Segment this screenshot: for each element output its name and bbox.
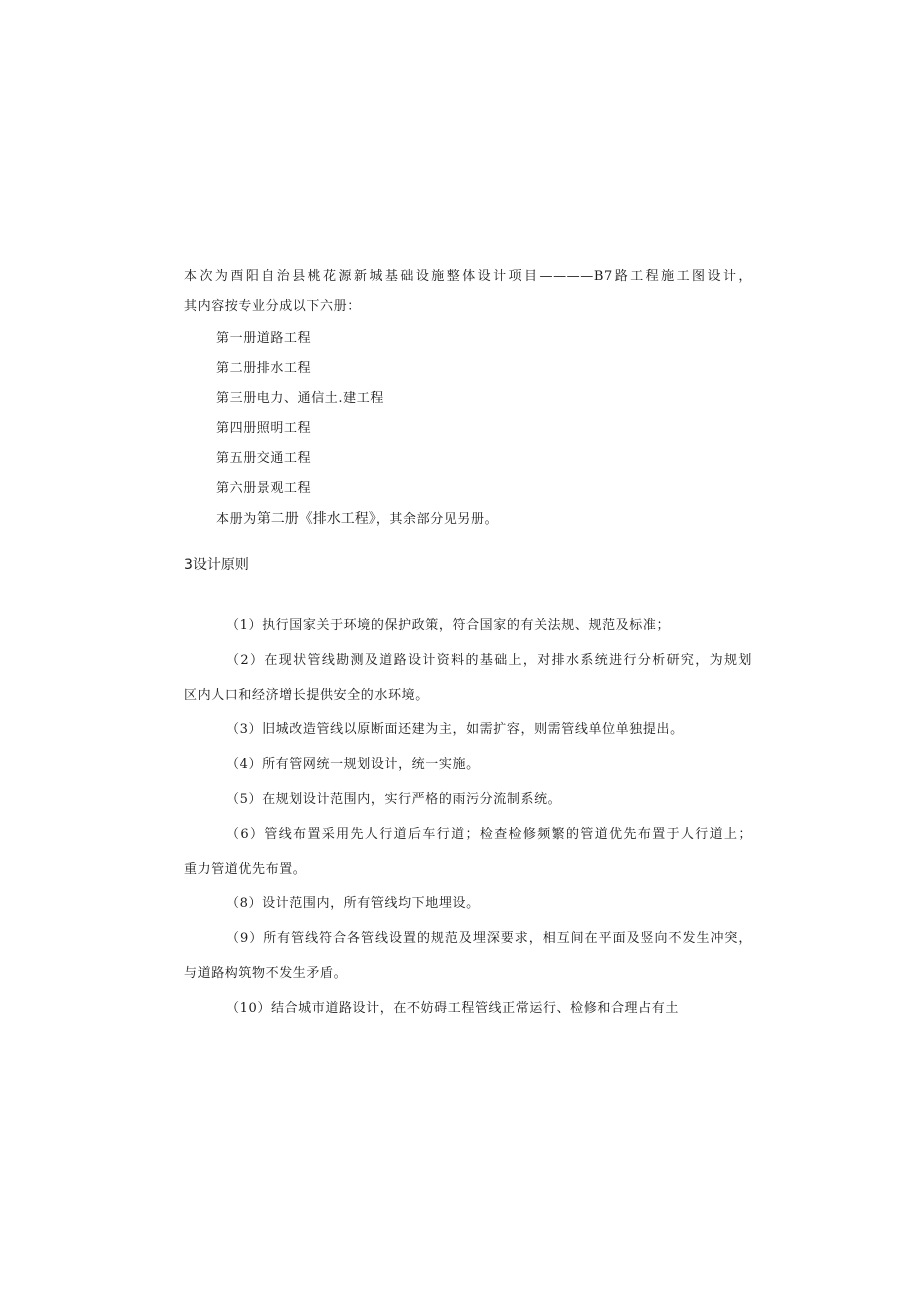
principle-1: （1）执行国家关于环境的保护政策，符合国家的有关法规、规范及标准； bbox=[226, 618, 671, 633]
current-volume-note bbox=[216, 510, 498, 529]
principle-5: （5）在规划设计范围内，实行严格的雨污分流制系统。 bbox=[226, 792, 562, 807]
principle-8: （8）设计范围内，所有管线均下地埋设。 bbox=[226, 896, 480, 911]
principle-9-line-2: 与道路构筑物不发生矛盾。 bbox=[184, 966, 348, 981]
principle-6-line-1: （6）管线布置采用先人行道后车行道；检查检修频繁的管道优先布置于人行道上； bbox=[226, 827, 752, 842]
principle-4: （4）所有管网统一规划设计，统一实施。 bbox=[226, 757, 480, 772]
principle-9-line-1: （9）所有管线符合各管线设置的规范及埋深要求，相互间在平面及竖向不发生冲突， bbox=[226, 931, 752, 946]
intro-line-2: 其内容按专业分成以下六册： bbox=[184, 299, 361, 314]
principle-2-line-1: （2）在现状管线勘测及道路设计资料的基础上，对排水系统进行分析研究，为规划 bbox=[226, 653, 752, 668]
current-volume-suffix: ，其余部分见另册。 bbox=[375, 512, 499, 527]
current-volume-prefix: 本册为 bbox=[216, 512, 257, 527]
principle-2-line-2: 区内人口和经济增长提供安全的水环境。 bbox=[184, 688, 429, 703]
volume-item-3: 第三册电力、通信土.建工程 bbox=[216, 391, 384, 406]
volume-item-1: 第一册道路工程 bbox=[216, 331, 312, 346]
volume-item-6: 第六册景观工程 bbox=[216, 481, 312, 496]
principle-3: （3）旧城改造管线以原断面还建为主，如需扩容，则需管线单位单独提出。 bbox=[226, 722, 684, 737]
volume-item-4: 第四册照明工程 bbox=[216, 421, 312, 436]
section-heading: 3设计原则 bbox=[184, 557, 249, 573]
volume-item-5: 第五册交通工程 bbox=[216, 451, 312, 466]
principle-6-line-2: 重力管道优先布置。 bbox=[184, 862, 307, 877]
current-volume-title: 第二册《排水工程》 bbox=[256, 511, 376, 527]
intro-line-1: 本次为酉阳自治县桃花源新城基础设施整体设计项目————B7路工程施工图设计， bbox=[184, 269, 752, 284]
principle-10: （10）结合城市道路设计，在不妨碍工程管线正常运行、检修和合理占有土 bbox=[226, 1001, 679, 1016]
volume-item-2: 第二册排水工程 bbox=[216, 361, 312, 376]
